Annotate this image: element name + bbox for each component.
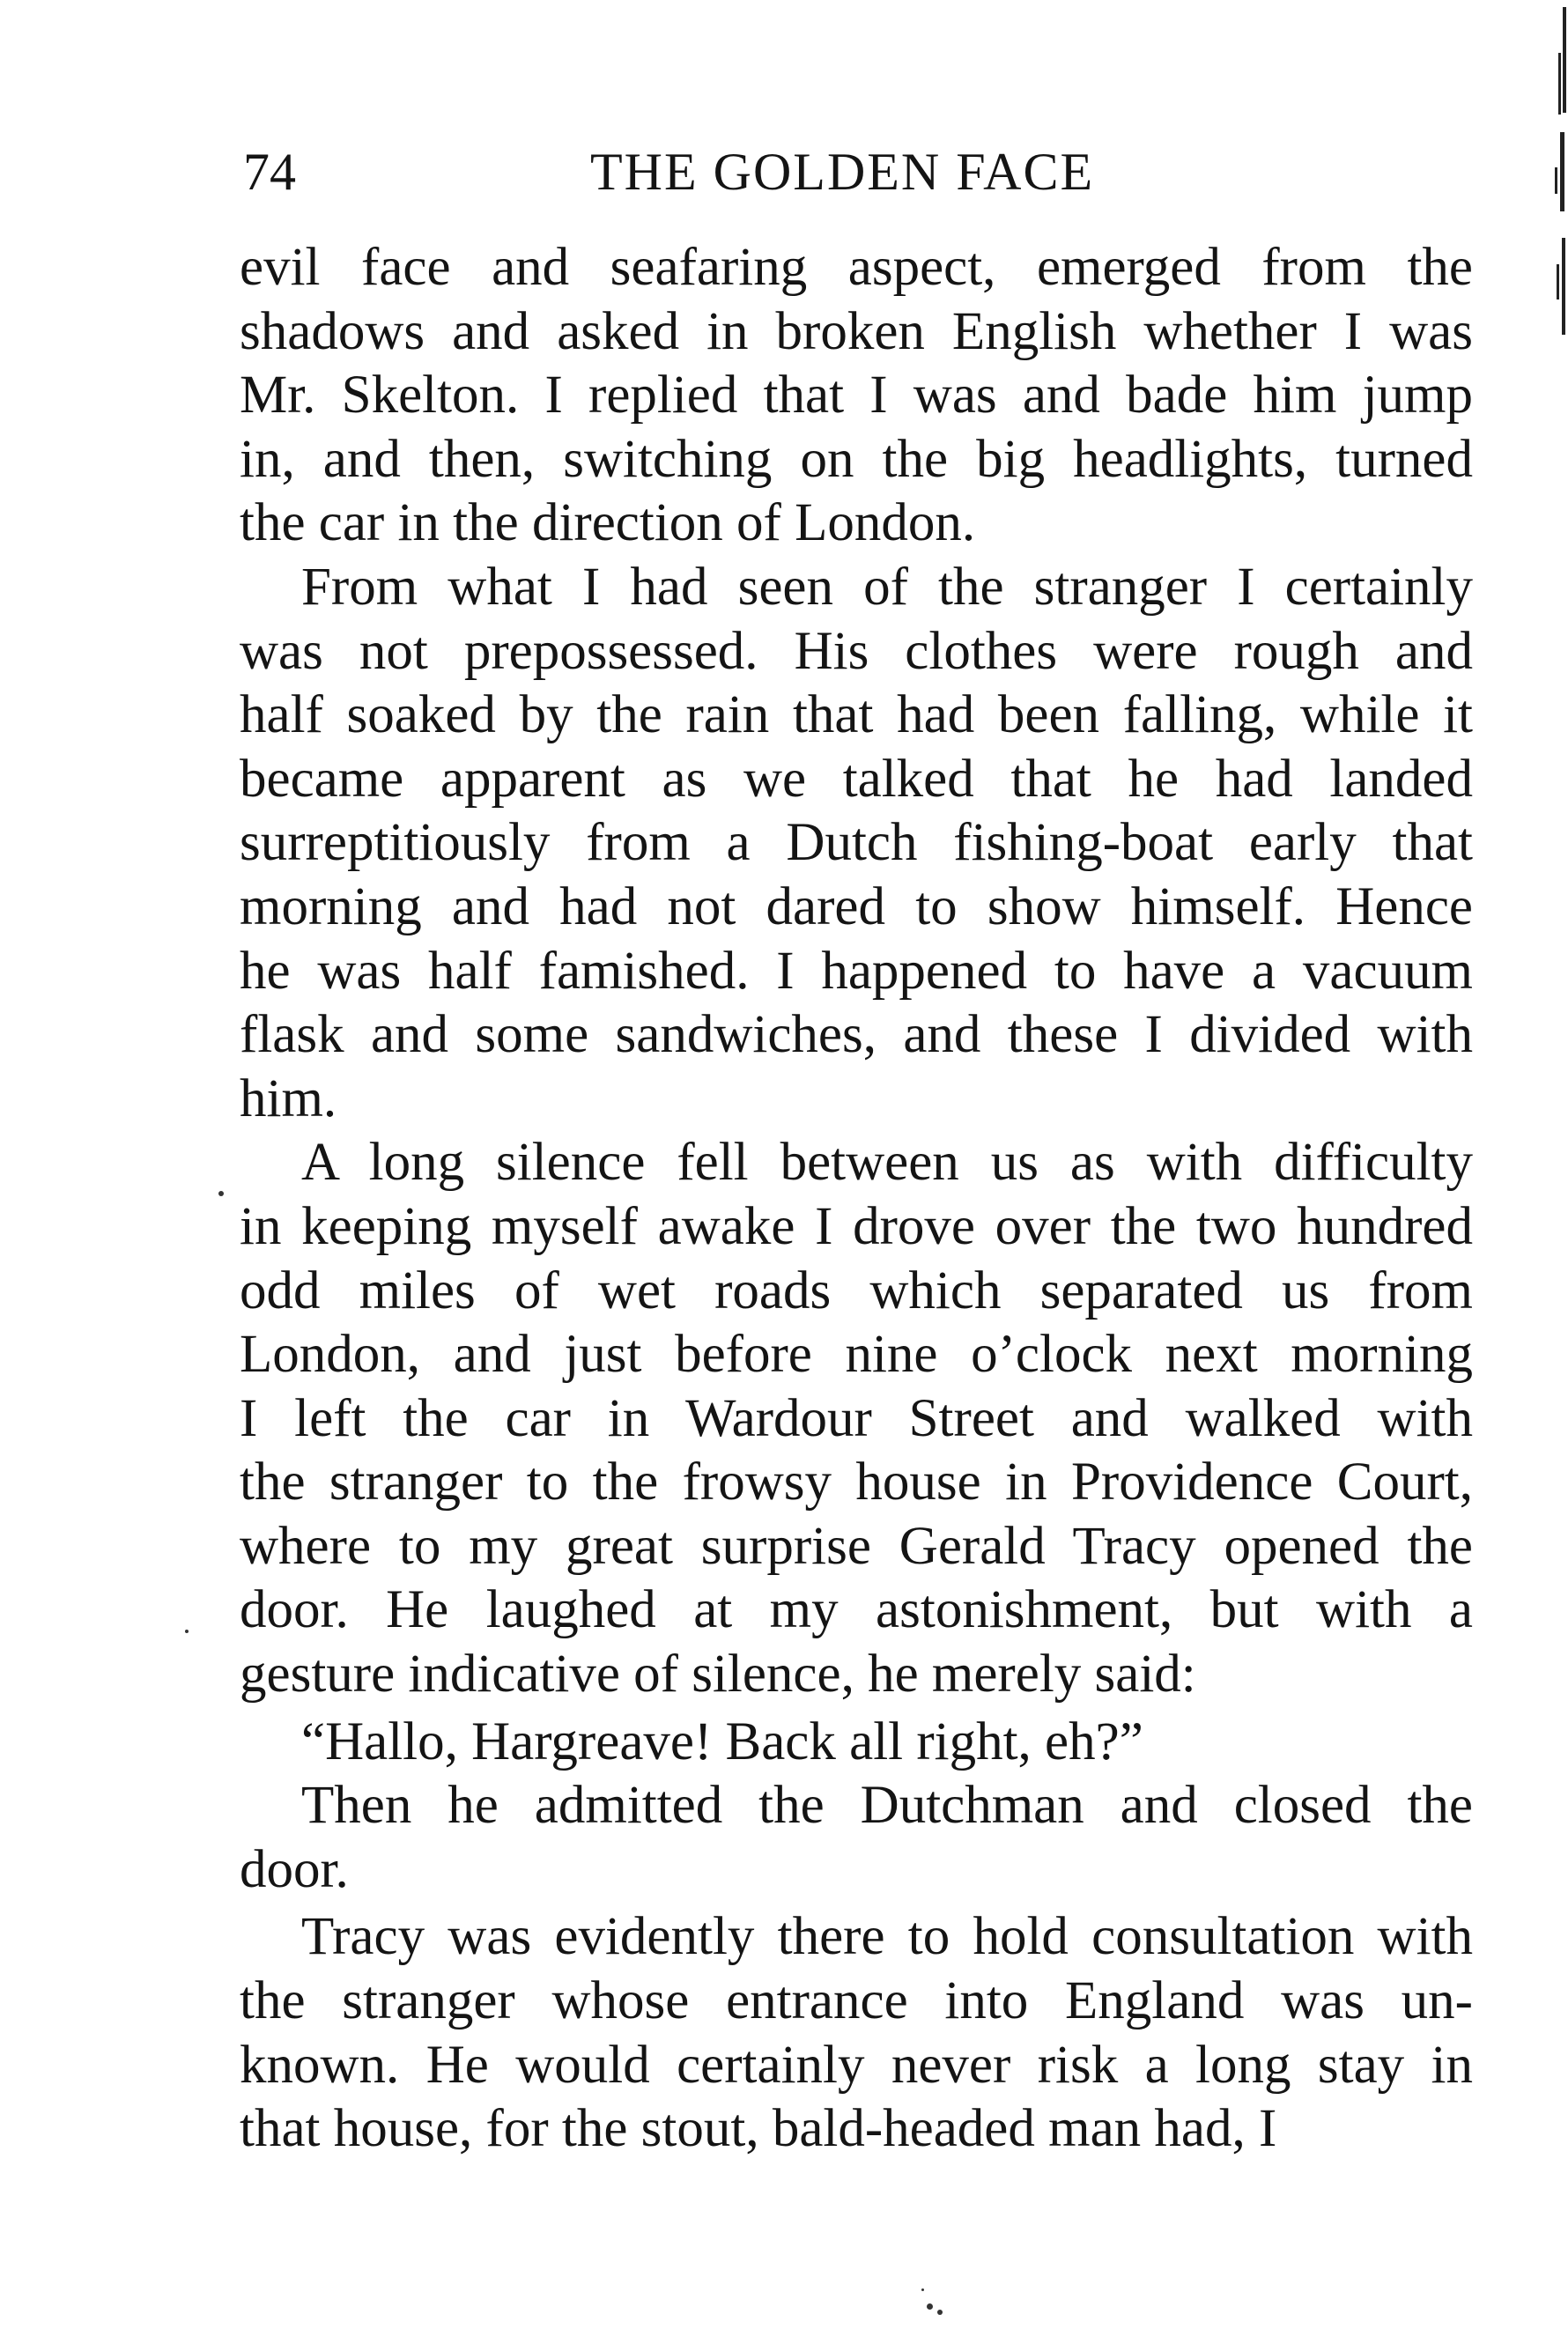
text-line: known. He would certainly never risk a long stay in	[240, 2035, 1473, 2095]
text-line: the car in the direction of London.	[240, 493, 976, 553]
text-line: he was half famished. I happened to have a vacuum	[240, 941, 1473, 1001]
running-head	[243, 132, 1476, 211]
text-line: I left the car in Wardour Street and walked with	[240, 1388, 1473, 1448]
text-line: “Hallo, Hargreave! Back all right, eh?”	[301, 1712, 1143, 1771]
text-line: Tracy was evidently there to hold consultation with	[301, 1907, 1473, 1967]
text-line: London, and just before nine o’clock next morning	[240, 1325, 1473, 1385]
scan-speck	[921, 2288, 924, 2291]
text-line: surreptitiously from a Dutch fishing-boat early that	[240, 813, 1473, 873]
text-line: morning and had not dared to show himself. Hence	[240, 876, 1473, 936]
scan-speck	[937, 2310, 943, 2315]
scan-speck	[185, 1630, 189, 1633]
scan-speck	[218, 1191, 224, 1196]
text-line: gesture indicative of silence, he merely said:	[240, 1645, 1196, 1704]
text-line: in, and then, switching on the big headlights, turned	[240, 429, 1473, 489]
text-line: flask and some sandwiches, and these I divided with	[240, 1005, 1473, 1065]
running-title: THE GOLDEN FACE	[590, 143, 1095, 201]
text-line: in keeping myself awake I drove over the two hundred	[240, 1196, 1473, 1256]
text-line: him.	[240, 1068, 337, 1128]
text-line: door. He laughed at my astonishment, but with a	[240, 1580, 1473, 1640]
text-line: A long silence fell between us as with difficulty	[301, 1133, 1473, 1193]
page-number: 74	[243, 143, 296, 201]
text-line: where to my great surprise Gerald Tracy opened the	[240, 1516, 1473, 1576]
text-line: that house, for the stout, bald-headed man had, I	[240, 2099, 1277, 2159]
text-line: was not prepossessed. His clothes were rough and	[240, 621, 1473, 681]
text-line: evil face and seafaring aspect, emerged from the	[240, 238, 1473, 297]
scan-speck	[927, 2303, 933, 2310]
text-line: Then he admitted the Dutchman and closed the	[301, 1776, 1473, 1836]
text-line: odd miles of wet roads which separated us from	[240, 1261, 1473, 1320]
text-line: half soaked by the rain that had been falling, while it	[240, 685, 1473, 745]
text-line: Mr. Skelton. I replied that I was and bade him jump	[240, 366, 1473, 425]
text-line: became apparent as we talked that he had landed	[240, 749, 1473, 809]
text-line: From what I had seen of the stranger I certainly	[301, 557, 1473, 617]
text-line: the stranger to the frowsy house in Providence Court,	[240, 1453, 1473, 1512]
scan-edge-artifact	[1533, 0, 1568, 352]
body-text	[240, 236, 1473, 2162]
text-line: the stranger whose entrance into England was un-	[240, 1971, 1473, 2031]
text-line: door.	[240, 1839, 349, 1899]
text-line: shadows and asked in broken English whether I was	[240, 301, 1473, 361]
